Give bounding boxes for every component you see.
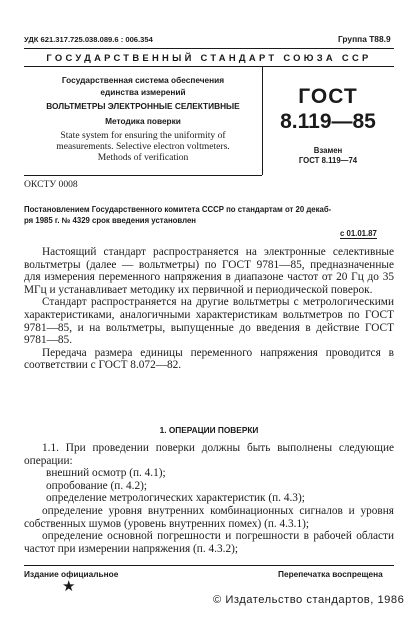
system-line-2: единства измерений [100, 87, 186, 97]
intro-paragraph-2: Стандарт распространяется на другие вольтметры с метрологическими характеристиками, аналогичными характеристикам вольтметров по ГОСТ 9781—85, и на вольтметры, выпущенные до введения в действие ГОСТ 9781—85. [24, 296, 394, 347]
copyright: © Издательство стандартов, 1986 [213, 594, 405, 606]
official-edition: Издание официальное [24, 569, 119, 579]
reprint-notice: Перепечатка воспрещена [278, 569, 383, 579]
english-title-1: State system for ensuring the uniformity of [60, 130, 226, 141]
english-title-3: Methods of verification [97, 152, 189, 163]
star-icon: ★ [62, 577, 76, 595]
operation-item: определение уровня внутренних комбинационных сигналов и уровня собственных шумов (уровень внутренних помех) (п. 4.3.1); [24, 504, 394, 530]
clause-1-1: 1.1. При проведении поверки должны быть выполнены следующие операции: [24, 442, 394, 467]
title-bottom-rule [24, 175, 262, 176]
intro-paragraph-1: Настоящий стандарт распространяется на электронные селективные вольтметры (далее — вольтметры) по ГОСТ 9781—85, предназначенные для измерения переменного напряжения в диапазоне частот от 20 Гц до 35 МГц и устанавливает методику их первичной и периодической поверок. [24, 246, 394, 296]
intro-text [24, 246, 394, 372]
effective-date: с 01.01.87 [340, 229, 377, 238]
section-heading: 1. ОПЕРАЦИИ ПОВЕРКИ [159, 425, 259, 435]
replaces-label: Взамен [313, 146, 343, 155]
replaces-value: ГОСТ 8.119—74 [298, 156, 358, 165]
system-line-1: Государственная система обеспечения [61, 75, 225, 85]
english-title-2: measurements. Selective electron voltmeters. [56, 141, 230, 152]
section-1-text [24, 442, 394, 555]
operation-item: внешний осмотр (п. 4.1); [46, 467, 166, 480]
gost-label: ГОСТ [298, 85, 358, 108]
document-subtitle: Методика поверки [105, 116, 181, 126]
operation-item: опробование (п. 4.2); [46, 479, 147, 492]
udk-code: УДК 621.317.725.038.089.6 : 006.354 [24, 35, 153, 44]
footer-rule [24, 565, 394, 566]
okstu-code: ОКСТУ 0008 [24, 179, 78, 190]
intro-paragraph-3: Передача размера единицы переменного напряжения проводится в соответствии с ГОСТ 8.072—82. [24, 346, 394, 372]
decree-line-2: ря 1985 г. № 4329 срок введения установлен [24, 216, 196, 225]
banner-rule [24, 66, 394, 67]
top-rule [24, 48, 394, 49]
operation-item: определение основной погрешности и погрешности в рабочей области частот при измерении напряжения (п. 4.3.2); [24, 530, 394, 555]
decree-line-1: Постановлением Государственного комитета СССР по стандартам от 20 декаб- [24, 205, 332, 214]
operation-item: определение метрологических характеристик (п. 4.3); [46, 492, 305, 505]
standard-banner: ГОСУДАРСТВЕННЫЙ СТАНДАРТ СОЮЗА ССР [46, 52, 372, 63]
document-title: ВОЛЬТМЕТРЫ ЭЛЕКТРОННЫЕ СЕЛЕКТИВНЫЕ [46, 101, 240, 111]
group-code: Группа Т88.9 [338, 34, 391, 44]
gost-number: 8.119—85 [280, 110, 376, 133]
